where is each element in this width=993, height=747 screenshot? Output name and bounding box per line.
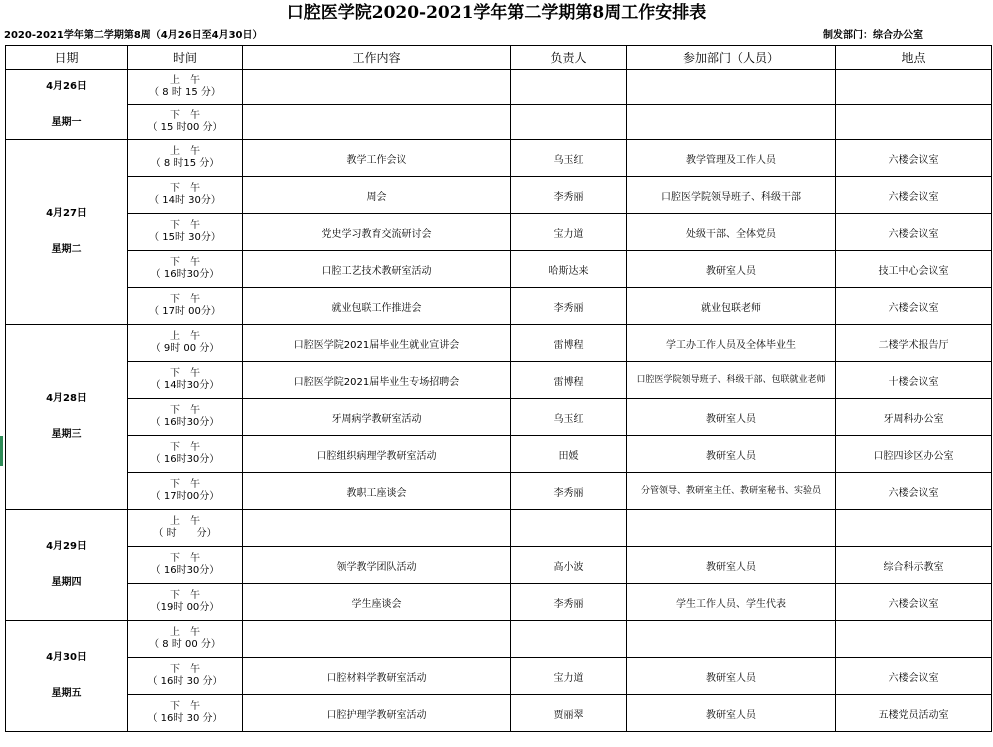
person-cell[interactable]: 李秀丽	[511, 288, 627, 325]
content-cell[interactable]: 领学教学团队活动	[243, 547, 511, 584]
time-label: （ 16时 30 分）	[147, 676, 223, 687]
table-row	[6, 362, 992, 399]
content-cell[interactable]: 口腔工艺技术教研室活动	[243, 251, 511, 288]
date-label: 4月27日	[46, 208, 87, 219]
time-label: （ 17时00分）	[150, 491, 220, 502]
place-cell[interactable]: 牙周科办公室	[836, 399, 992, 436]
place-cell[interactable]: 二楼学术报告厅	[836, 325, 992, 362]
time-cell[interactable]	[128, 621, 243, 658]
person-cell[interactable]	[511, 105, 627, 140]
person-cell[interactable]: 李秀丽	[511, 177, 627, 214]
place-cell[interactable]: 六楼会议室	[836, 140, 992, 177]
table-row	[6, 214, 992, 251]
time-cell[interactable]	[128, 325, 243, 362]
person-cell[interactable]	[511, 510, 627, 547]
time-label: （ 15时 30分）	[149, 232, 221, 243]
ampm-label: 下 午	[170, 590, 200, 601]
dept-cell[interactable]: 口腔医学院领导班子、科级干部、包联就业老师	[627, 362, 836, 399]
dept-cell[interactable]: 学生工作人员、学生代表	[627, 584, 836, 621]
time-cell[interactable]	[128, 584, 243, 621]
content-cell[interactable]	[243, 621, 511, 658]
table-row	[6, 288, 992, 325]
time-label: （ 8 时 00 分）	[149, 639, 221, 650]
content-cell[interactable]: 口腔护理学教研室活动	[243, 695, 511, 732]
time-cell[interactable]	[128, 473, 243, 510]
dept-cell[interactable]: 教研室人员	[627, 547, 836, 584]
header-person: 负责人	[511, 46, 627, 70]
weekday-label: 星期二	[51, 244, 82, 255]
content-cell[interactable]: 口腔材料学教研室活动	[243, 658, 511, 695]
dept-cell[interactable]: 教研室人员	[627, 251, 836, 288]
time-label: （ 14时30分）	[150, 380, 220, 391]
table-row	[6, 177, 992, 214]
person-cell[interactable]: 李秀丽	[511, 473, 627, 510]
content-cell[interactable]: 牙周病学教研室活动	[243, 399, 511, 436]
content-cell[interactable]: 教学工作会议	[243, 140, 511, 177]
table-row	[6, 140, 992, 177]
table-row	[6, 473, 992, 510]
table-row	[6, 621, 992, 658]
table-row	[6, 584, 992, 621]
ampm-label: 下 午	[170, 257, 200, 268]
weekday-label: 星期五	[51, 688, 82, 699]
table-row	[6, 510, 992, 547]
table-row	[6, 325, 992, 362]
person-cell[interactable]: 李秀丽	[511, 584, 627, 621]
content-cell[interactable]: 口腔医学院2021届毕业生专场招聘会	[243, 362, 511, 399]
table-row	[6, 70, 992, 105]
person-cell[interactable]	[511, 70, 627, 105]
content-cell[interactable]	[243, 70, 511, 105]
time-cell[interactable]	[128, 547, 243, 584]
table-row	[6, 399, 992, 436]
person-cell[interactable]: 乌玉红	[511, 399, 627, 436]
date-cell[interactable]	[6, 510, 128, 621]
time-label: （ 16时30分）	[150, 454, 220, 465]
place-cell[interactable]: 六楼会议室	[836, 214, 992, 251]
ampm-label: 上 午	[170, 516, 200, 527]
place-cell[interactable]: 综合科示教室	[836, 547, 992, 584]
ampm-label: 下 午	[170, 553, 200, 564]
place-cell[interactable]: 六楼会议室	[836, 584, 992, 621]
dept-cell[interactable]: 教研室人员	[627, 658, 836, 695]
place-cell[interactable]	[836, 621, 992, 658]
ampm-label: 上 午	[170, 331, 200, 342]
place-cell[interactable]: 口腔四诊区办公室	[836, 436, 992, 473]
ampm-label: 上 午	[170, 146, 200, 157]
person-cell[interactable]: 宝力道	[511, 658, 627, 695]
week-range: 2020-2021学年第二学期第8周（4月26日至4月30日）	[4, 30, 263, 41]
content-cell[interactable]: 口腔组织病理学教研室活动	[243, 436, 511, 473]
dept-cell[interactable]	[627, 70, 836, 105]
time-cell[interactable]	[128, 251, 243, 288]
weekday-label: 星期四	[51, 577, 82, 588]
ampm-label: 下 午	[170, 368, 200, 379]
time-cell[interactable]	[128, 288, 243, 325]
content-cell[interactable]: 周会	[243, 177, 511, 214]
date-label: 4月30日	[46, 652, 87, 663]
dept-cell[interactable]: 教研室人员	[627, 399, 836, 436]
time-label: （ 14时 30分）	[149, 195, 221, 206]
ampm-label: 下 午	[170, 183, 200, 194]
header-content: 工作内容	[243, 46, 511, 70]
time-cell[interactable]	[128, 70, 243, 105]
table-row	[6, 436, 992, 473]
time-label: （ 17时 00分）	[149, 306, 221, 317]
ampm-label: 上 午	[170, 627, 200, 638]
table-row	[6, 105, 992, 140]
place-cell[interactable]: 六楼会议室	[836, 288, 992, 325]
dept-cell[interactable]: 学工办工作人员及全体毕业生	[627, 325, 836, 362]
time-label: （ 16时30分）	[150, 565, 220, 576]
time-label: （ 9时 00 分）	[150, 343, 220, 354]
ampm-label: 下 午	[170, 110, 200, 121]
header-time: 时间	[128, 46, 243, 70]
dept-cell[interactable]: 分管领导、教研室主任、教研室秘书、实验员	[627, 473, 836, 510]
place-cell[interactable]: 六楼会议室	[836, 658, 992, 695]
time-cell[interactable]	[128, 105, 243, 140]
content-cell[interactable]	[243, 510, 511, 547]
person-cell[interactable]: 田媛	[511, 436, 627, 473]
place-cell[interactable]: 五楼党员活动室	[836, 695, 992, 732]
time-cell[interactable]	[128, 140, 243, 177]
ampm-label: 下 午	[170, 294, 200, 305]
person-cell[interactable]: 雷博程	[511, 362, 627, 399]
time-cell[interactable]	[128, 362, 243, 399]
content-cell[interactable]: 党史学习教育交流研讨会	[243, 214, 511, 251]
time-cell[interactable]	[128, 695, 243, 732]
place-cell[interactable]	[836, 70, 992, 105]
ampm-label: 下 午	[170, 220, 200, 231]
person-cell[interactable]: 高小波	[511, 547, 627, 584]
dept-cell[interactable]: 就业包联老师	[627, 288, 836, 325]
place-cell[interactable]: 六楼会议室	[836, 473, 992, 510]
date-cell[interactable]	[6, 325, 128, 510]
time-cell[interactable]	[128, 658, 243, 695]
dept-cell[interactable]: 教研室人员	[627, 436, 836, 473]
content-cell[interactable]: 教职工座谈会	[243, 473, 511, 510]
person-cell[interactable]: 宝力道	[511, 214, 627, 251]
dept-cell[interactable]	[627, 510, 836, 547]
ampm-label: 下 午	[170, 479, 200, 490]
time-label: （ 15 时00 分）	[147, 122, 223, 133]
table-row	[6, 695, 992, 732]
time-label: （ 8 时 15 分）	[149, 87, 221, 98]
date-cell[interactable]	[6, 140, 128, 325]
time-label: （ 16时30分）	[150, 269, 220, 280]
weekday-label: 星期三	[51, 429, 82, 440]
content-cell[interactable]	[243, 105, 511, 140]
dept-cell[interactable]	[627, 105, 836, 140]
dept-cell[interactable]	[627, 621, 836, 658]
person-cell[interactable]: 贾丽翠	[511, 695, 627, 732]
weekday-label: 星期一	[51, 116, 82, 128]
ampm-label: 下 午	[170, 701, 200, 712]
ampm-label: 下 午	[170, 405, 200, 416]
place-cell[interactable]	[836, 510, 992, 547]
ampm-label: 下 午	[170, 664, 200, 675]
time-cell[interactable]	[128, 510, 243, 547]
time-label: （ 16时 30 分）	[147, 713, 223, 724]
table-row	[6, 251, 992, 288]
ampm-label: 下 午	[170, 442, 200, 453]
place-cell[interactable]: 六楼会议室	[836, 177, 992, 214]
time-cell[interactable]	[128, 214, 243, 251]
table-row	[6, 547, 992, 584]
dept-cell[interactable]: 教学管理及工作人员	[627, 140, 836, 177]
time-cell[interactable]	[128, 436, 243, 473]
date-label: 4月29日	[46, 541, 87, 552]
time-cell[interactable]	[128, 399, 243, 436]
header-date: 日期	[6, 46, 128, 70]
content-cell[interactable]: 学生座谈会	[243, 584, 511, 621]
person-cell[interactable]: 哈斯达来	[511, 251, 627, 288]
content-cell[interactable]: 口腔医学院2021届毕业生就业宣讲会	[243, 325, 511, 362]
time-label: （ 16时30分）	[150, 417, 220, 428]
date-label: 4月28日	[46, 393, 87, 404]
date-cell[interactable]	[6, 70, 128, 140]
time-label: （ 8 时15 分）	[150, 158, 220, 169]
dept-cell[interactable]: 教研室人员	[627, 695, 836, 732]
person-cell[interactable]: 乌玉红	[511, 140, 627, 177]
cell-selection-marker	[0, 436, 3, 466]
dept-cell[interactable]: 口腔医学院领导班子、科级干部	[627, 177, 836, 214]
date-label: 4月26日	[46, 80, 87, 92]
place-cell[interactable]: 十楼会议室	[836, 362, 992, 399]
content-cell[interactable]: 就业包联工作推进会	[243, 288, 511, 325]
place-cell[interactable]: 技工中心会议室	[836, 251, 992, 288]
person-cell[interactable]: 雷博程	[511, 325, 627, 362]
header-row	[6, 46, 992, 70]
time-label: （ 时 分）	[153, 528, 217, 539]
place-cell[interactable]	[836, 105, 992, 140]
table-row	[6, 658, 992, 695]
schedule-table	[5, 45, 992, 732]
header-place: 地点	[836, 46, 992, 70]
page-title: 口腔医学院2020-2021学年第二学期第8周工作安排表	[286, 3, 707, 23]
header-dept: 参加部门（人员）	[627, 46, 836, 70]
issuing-department: 制发部门：综合办公室	[823, 30, 923, 41]
ampm-label: 上 午	[170, 75, 200, 86]
dept-cell[interactable]: 处级干部、全体党员	[627, 214, 836, 251]
time-cell[interactable]	[128, 177, 243, 214]
time-label: （19时 00分）	[150, 602, 220, 613]
date-cell[interactable]	[6, 621, 128, 732]
person-cell[interactable]	[511, 621, 627, 658]
